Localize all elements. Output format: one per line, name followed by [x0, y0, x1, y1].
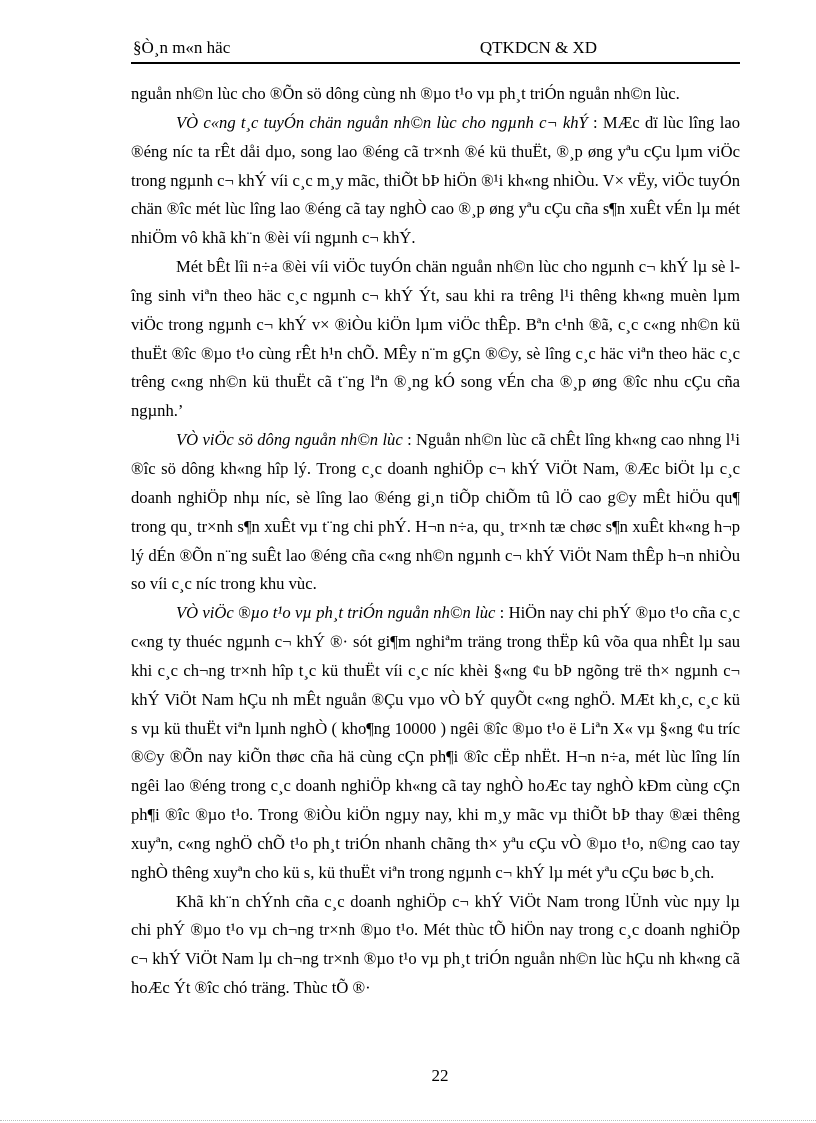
paragraph-lead: VÒ c«ng t¸c tuyÓn chän nguån nh©n lùc cho ngµnh c¬ khÝ	[176, 112, 588, 132]
paragraph-text: nguån nh©n lùc cho ®Õn sö dông cùng nh ®µo t¹o vµ ph¸t triÓn nguån nh©n lùc.	[131, 84, 680, 103]
body-text	[131, 80, 740, 1003]
page-header	[131, 38, 740, 64]
paragraph	[131, 80, 740, 109]
paragraph-lead: VÒ viÖc ®µo t¹o vµ ph¸t triÓn nguån nh©n lùc	[176, 603, 496, 623]
paragraph	[131, 599, 740, 887]
paragraph	[131, 426, 740, 599]
paragraph-text: : HiÖn nay chi phÝ ®µo t¹o cña c¸c c«ng ty thuéc ngµnh c¬ khÝ ®· sót gi¶m nghiªm träng trong thËp kû võa qua nhÊt lµ sau khi c¸c ch¬ng tr×nh hîp t¸c kü thuËt víi c¸c níc khèi §«ng ¢u bÞ ngõng trë th× ngµnh c¬ khÝ ViÖt Nam hÇu nh mÊt nguån ®Çu vµo vÒ bÝ quyÕt c«ng nghÖ. MÆt kh¸c, c¸c kü s vµ kü thuËt viªn lµnh nghÒ ( kho¶ng 10000 ) ngêi ®îc ®µo t¹o ë Liªn X« vµ §«ng ¢u tríc ®©y ®Õn nay kiÕn thøc cña hä cùng cÇn ph¶i ®îc cËp nhËt. H¬n n÷a, mét lùc lîng lín ngêi lao ®éng trong c¸c doanh nghiÖp kh«ng cã tay nghÒ hoÆc tay nghÒ kÐm cùng cÇn ph¶i ®îc ®µo t¹o. Trong ®iÒu kiÖn ngµy nay, khi m¸y mãc vµ thiÕt bÞ thay ®æi thêng xuyªn, c«ng nghÖ chÕ t¹o ph¸t triÓn nhanh chãng th× yªu cÇu vÒ ®µo t¹o, n©ng cao tay nghÒ thêng xuyªn cho kü s, kü thuËt viªn trong ngµnh c¬ khÝ lµ mét yªu cÇu bøc b¸ch.	[131, 603, 741, 882]
paragraph-text: Khã kh¨n chÝnh cña c¸c doanh nghiÖp c¬ khÝ ViÖt Nam trong lÜnh vùc nµy lµ chi phÝ ®µo t¹o vµ ch¬ng tr×nh ®µo t¹o. Mét thùc tÕ hiÖn nay trong c¸c doanh nghiÖp c¬ khÝ ViÖt Nam lµ ch¬ng tr×nh ®µo t¹o vµ ph¸t triÓn nguån nh©n lùc hÇu nh kh«ng cã hoÆc Ýt ®îc chó träng. Thùc tÕ ®·	[131, 891, 740, 998]
paragraph	[131, 109, 740, 253]
paragraph-text: : MÆc dï lùc lîng lao ®éng níc ta rÊt dåi dµo, song lao ®éng cã tr×nh ®é kü thuËt, ®¸p øng yªu cÇu lµm viÖc trong ngµnh c¬ khÝ víi c¸c m¸y mãc, thiÕt bÞ hiÖn ®¹i kh«ng nhiÒu. V× vËy, viÖc tuyÓn chän ®îc mét lùc lîng lao ®éng cã tay nghÒ cao ®¸p øng yªu cÇu cña s¶n xuÊt vÉn lµ mét nhiÖm vô khã kh¨n ®èi víi ngµnh c¬ khÝ.	[131, 112, 740, 248]
paragraph-text: Mét bÊt lîi n÷a ®èi víi viÖc tuyÓn chän nguån nh©n lùc cho ngµnh c¬ khÝ lµ sè lîng sinh viªn theo häc c¸c ngµnh c¬ khÝ Ýt, sau khi ra trêng l¹i thêng kh«ng muèn lµm viÖc trong ngµnh c¬ khÝ v× ®iÒu kiÖn lµm viÖc thÊp. Bªn c¹nh ®ã, c¸c c«ng nh©n kü thuËt ®îc ®µo t¹o cùng rÊt h¹n chÕ. MÊy n¨m gÇn ®©y, sè lîng c¸c häc viªn theo häc c¸c trêng c«ng nh©n kü thuËt cã t¨ng lªn ®¸ng kÓ song vÉn cha ®¸p øng ®îc nhu cÇu cña ngµnh.’	[131, 257, 740, 421]
header-subject: QTKDCN & XD	[479, 38, 597, 57]
paragraph-lead: VÒ viÖc sö dông nguån nh©n lùc	[176, 430, 403, 450]
header-course: §Ò¸n m«n häc	[133, 38, 231, 57]
paragraph	[131, 253, 740, 426]
page-number: 22	[431, 1066, 449, 1085]
paragraph-text: : Nguån nh©n lùc cã chÊt lîng kh«ng cao nhng l¹i ®îc sö dông kh«ng hîp lý. Trong c¸c doanh nghiÖp c¬ khÝ ViÖt Nam, ®Æc biÖt lµ c¸c doanh nghiÖp nhµ níc, sè lîng lao ®éng gi¸n tiÕp chiÕm tû lÖ cao g©y mÊt hiÖu qu¶ trong qu¸ tr×nh s¶n xuÊt vµ t¨ng chi phÝ. H¬n n÷a, qu¸ tr×nh tæ chøc s¶n xuÊt kh«ng h¬p lý dÉn ®Õn n¨ng suÊt lao ®éng cña c«ng nh©n ngµnh c¬ khÝ ViÖt Nam thÊp h¬n nhiÒu so víi c¸c níc trong khu vùc.	[131, 430, 740, 594]
paragraph	[131, 888, 740, 1003]
page-edge-divider	[0, 1120, 816, 1121]
